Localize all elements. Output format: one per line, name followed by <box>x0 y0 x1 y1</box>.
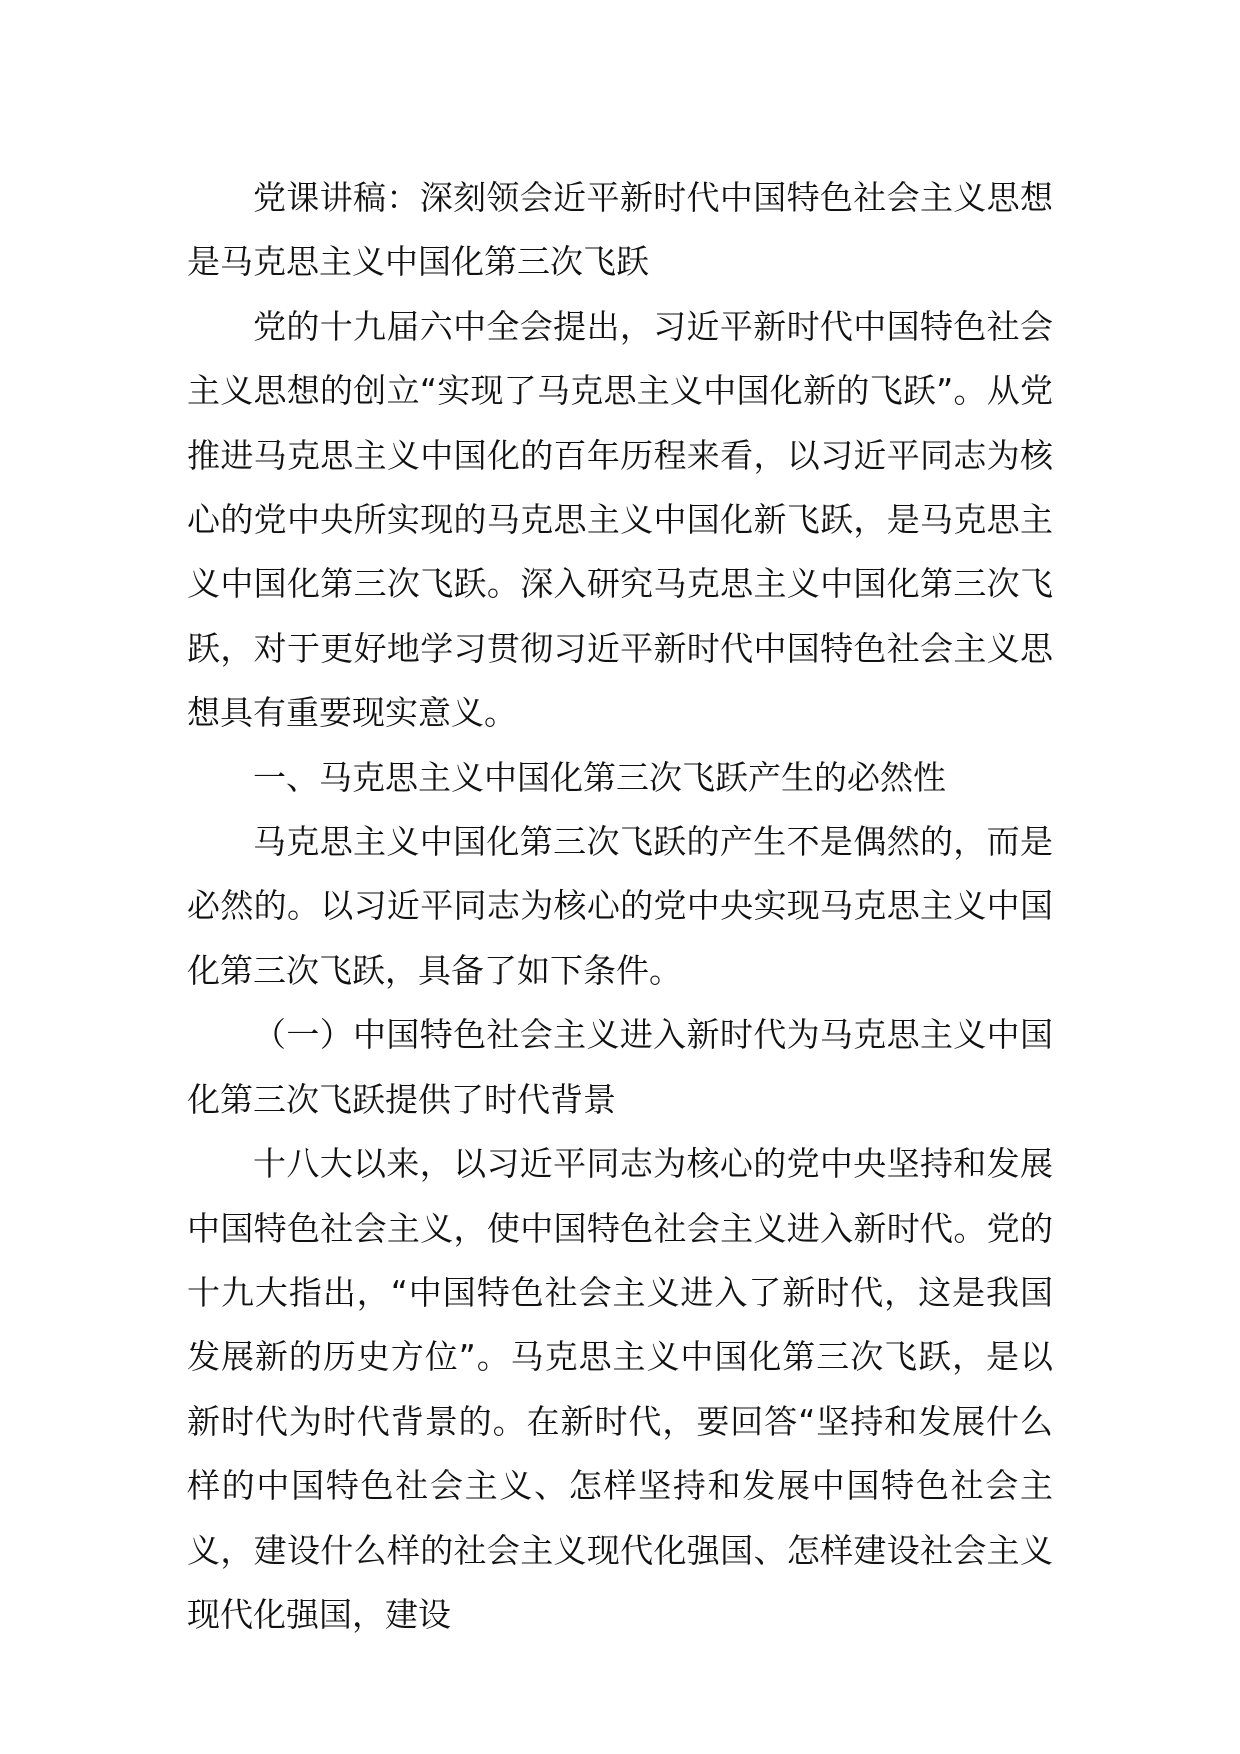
subsection-heading: （一）中国特色社会主义进入新时代为马克思主义中国化第三次飞跃提供了时代背景 <box>187 1015 1053 1119</box>
intro-paragraph: 党的十九届六中全会提出，习近平新时代中国特色社会主义思想的创立“实现了马克思主义中国化新的飞跃”。从党推进马克思主义中国化的百年历程来看，以习近平同志为核心的党中央所实现的马克思主义中国化新飞跃，是马克思主义中国化第三次飞跃。深入研究马克思主义中国化第三次飞跃，对于更好地学习贯彻习近平新时代中国特色社会主义思想具有重要现实意义。 <box>187 306 1053 733</box>
document-title: 党课讲稿：深刻领会近平新时代中国特色社会主义思想是马克思主义中国化第三次飞跃 <box>187 178 1053 282</box>
document-body <box>187 166 1053 1647</box>
section-heading: 一、马克思主义中国化第三次飞跃产生的必然性 <box>253 757 946 797</box>
subsection-body-paragraph: 十八大以来，以习近平同志为核心的党中央坚持和发展中国特色社会主义，使中国特色社会主义进入新时代。党的十九大指出，“中国特色社会主义进入了新时代，这是我国发展新的历史方位”。马克思主义中国化第三次飞跃，是以新时代为时代背景的。在新时代，要回答“坚持和发展什么样的中国特色社会主义、怎样坚持和发展中国特色社会主义，建设什么样的社会主义现代化强国、怎样建设社会主义现代化强国，建设 <box>187 1144 1053 1634</box>
section-intro-paragraph: 马克思主义中国化第三次飞跃的产生不是偶然的，而是必然的。以习近平同志为核心的党中央实现马克思主义中国化第三次飞跃，具备了如下条件。 <box>187 822 1053 990</box>
